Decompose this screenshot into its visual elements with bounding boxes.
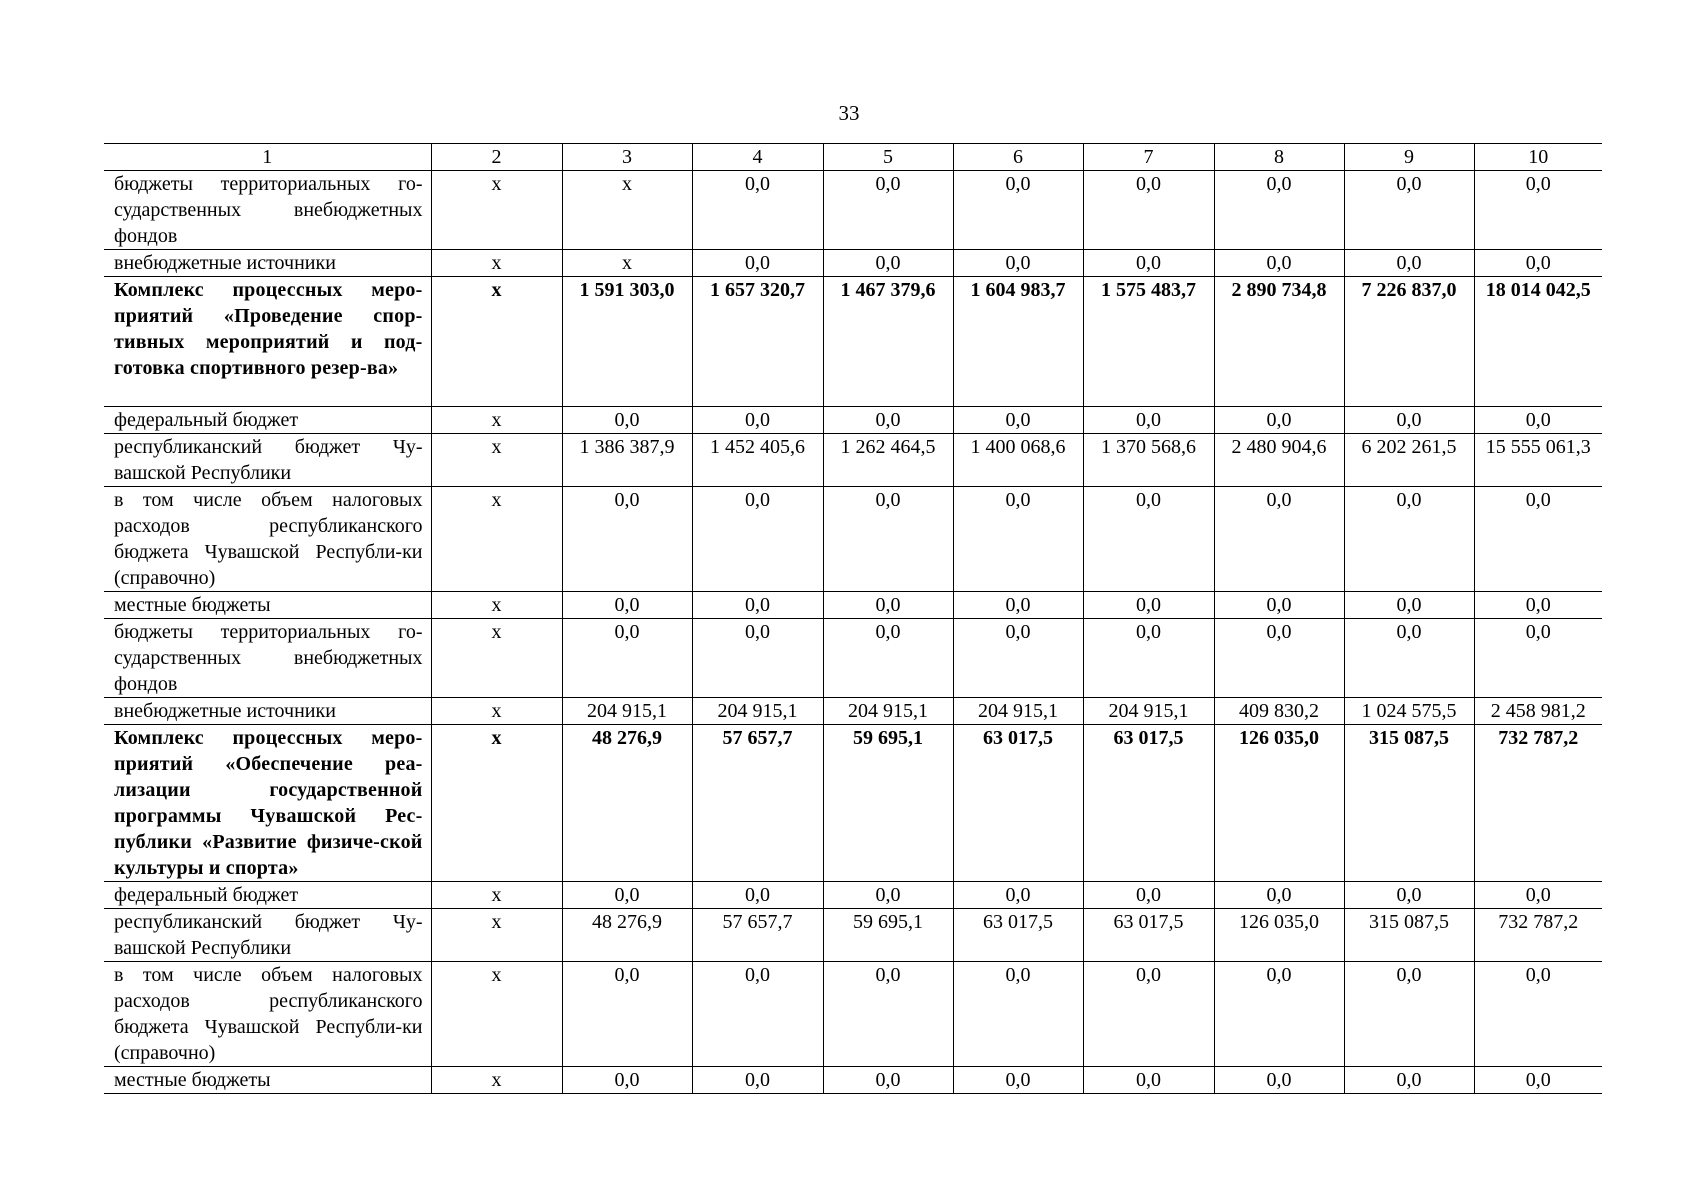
table-cell: х [431,619,562,698]
row-label: федеральный бюджет [104,407,431,434]
table-cell: 204 915,1 [953,698,1083,725]
table-cell: 0,0 [1474,619,1602,698]
table-cell: 0,0 [823,882,953,909]
table-cell: 0,0 [823,1067,953,1094]
column-number: 7 [1083,144,1214,171]
table-cell: х [431,487,562,592]
table-cell: 63 017,5 [953,909,1083,962]
table-cell: 0,0 [1083,882,1214,909]
table-cell: 0,0 [953,592,1083,619]
table-cell: 0,0 [1214,619,1344,698]
program-total-row [104,277,1602,407]
column-number: 8 [1214,144,1344,171]
column-number: 1 [104,144,431,171]
table-cell: 0,0 [1474,592,1602,619]
row-label: Комплекс процессных меро-приятий «Проведение спор-тивных мероприятий и под-готовка спортивного резер-ва» [104,277,431,407]
table-row [104,487,1602,592]
table-cell: 0,0 [1474,407,1602,434]
table-cell: 0,0 [1344,171,1474,250]
table-cell: 59 695,1 [823,725,953,882]
table-cell: 0,0 [953,962,1083,1067]
page-number: 33 [838,101,860,125]
table-cell: 2 480 904,6 [1214,434,1344,487]
table-cell: 0,0 [1344,882,1474,909]
table-cell: 2 458 981,2 [1474,698,1602,725]
table-row [104,962,1602,1067]
table-cell: х [431,1067,562,1094]
table-cell: 1 024 575,5 [1344,698,1474,725]
table-row [104,407,1602,434]
budget-table [104,143,1602,1094]
table-cell: 0,0 [823,407,953,434]
table-cell: 0,0 [953,619,1083,698]
table-cell: 0,0 [1083,250,1214,277]
table-cell: 0,0 [562,487,692,592]
table-cell: 0,0 [953,1067,1083,1094]
row-label: республиканский бюджет Чу-вашской Республики [104,434,431,487]
table-cell: 204 915,1 [823,698,953,725]
column-number: 6 [953,144,1083,171]
table-cell: х [431,882,562,909]
table-cell: х [431,250,562,277]
table-row [104,909,1602,962]
table-cell: 126 035,0 [1214,725,1344,882]
table-cell: 1 386 387,9 [562,434,692,487]
table-cell: 15 555 061,3 [1474,434,1602,487]
table-cell: 48 276,9 [562,909,692,962]
table-cell: 0,0 [1083,1067,1214,1094]
table-row [104,882,1602,909]
table-cell: х [562,171,692,250]
table-cell: 0,0 [1474,1067,1602,1094]
table-cell: 63 017,5 [1083,725,1214,882]
table-row [104,171,1602,250]
table-cell: 0,0 [562,592,692,619]
column-number: 5 [823,144,953,171]
table-cell: 1 604 983,7 [953,277,1083,407]
table-cell: 0,0 [1083,171,1214,250]
row-label: федеральный бюджет [104,882,431,909]
table-cell: 0,0 [692,487,823,592]
column-number-row [104,144,1602,171]
table-cell: х [431,277,562,407]
table-cell: 0,0 [692,171,823,250]
table-cell: 0,0 [692,250,823,277]
table-cell: 63 017,5 [1083,909,1214,962]
table-cell: 0,0 [823,487,953,592]
table-cell: х [562,250,692,277]
table-cell: 0,0 [692,1067,823,1094]
table-cell: 48 276,9 [562,725,692,882]
table-cell: 0,0 [953,407,1083,434]
table-cell: 0,0 [1214,962,1344,1067]
table-cell: 57 657,7 [692,909,823,962]
table-cell: х [431,434,562,487]
row-label: внебюджетные источники [104,250,431,277]
column-number: 3 [562,144,692,171]
table-cell: х [431,725,562,882]
table-cell: 732 787,2 [1474,909,1602,962]
table-cell: 409 830,2 [1214,698,1344,725]
table-cell: 1 262 464,5 [823,434,953,487]
table-cell: 7 226 837,0 [1344,277,1474,407]
table-row [104,619,1602,698]
table-cell: 204 915,1 [1083,698,1214,725]
table-cell: 0,0 [1214,1067,1344,1094]
table-cell: 0,0 [1344,250,1474,277]
row-label: Комплекс процессных меро-приятий «Обеспечение реа-лизации государственной программы Чувашской Рес-публики «Развитие физиче-ской культуры и спорта» [104,725,431,882]
table-cell: 0,0 [1214,487,1344,592]
table-cell: 0,0 [1474,882,1602,909]
table-cell: 0,0 [823,171,953,250]
column-number: 2 [431,144,562,171]
table-row [104,1067,1602,1094]
table-cell: 0,0 [953,487,1083,592]
table-cell: 0,0 [1083,487,1214,592]
table-cell: 63 017,5 [953,725,1083,882]
table-cell: 1 467 379,6 [823,277,953,407]
table-cell: 1 591 303,0 [562,277,692,407]
column-number: 10 [1474,144,1602,171]
table-row [104,250,1602,277]
table-row [104,434,1602,487]
table-cell: 0,0 [692,407,823,434]
table-cell: 0,0 [1344,487,1474,592]
table-cell: 0,0 [1344,1067,1474,1094]
table-body [104,171,1602,1094]
table-cell: 0,0 [823,619,953,698]
table-cell: 0,0 [562,1067,692,1094]
row-label: внебюджетные источники [104,698,431,725]
table-cell: 0,0 [562,882,692,909]
table-cell: 0,0 [1214,407,1344,434]
table-cell: х [431,962,562,1067]
table-cell: 0,0 [953,171,1083,250]
table-cell: 1 657 320,7 [692,277,823,407]
row-label: в том числе объем налоговых расходов республиканского бюджета Чувашской Республи-ки (справочно) [104,487,431,592]
table-cell: 0,0 [1214,250,1344,277]
row-label: местные бюджеты [104,1067,431,1094]
table-cell: х [431,592,562,619]
table-cell: 1 452 405,6 [692,434,823,487]
table-cell: 0,0 [562,962,692,1067]
table-cell: х [431,171,562,250]
table-cell: 0,0 [953,250,1083,277]
row-label: в том числе объем налоговых расходов республиканского бюджета Чувашской Республи-ки (справочно) [104,962,431,1067]
table-cell: 0,0 [562,407,692,434]
row-label: бюджеты территориальных го-сударственных внебюджетных фондов [104,171,431,250]
row-label: республиканский бюджет Чу-вашской Республики [104,909,431,962]
table-cell: 0,0 [1344,407,1474,434]
table-cell: 0,0 [1474,487,1602,592]
program-total-row [104,725,1602,882]
table-cell: 0,0 [1083,619,1214,698]
table-cell: 0,0 [692,882,823,909]
table-cell: 0,0 [1344,592,1474,619]
table-cell: 0,0 [1214,882,1344,909]
table-cell: 0,0 [823,250,953,277]
table-cell: 0,0 [1344,619,1474,698]
table-cell: 0,0 [1214,592,1344,619]
table-cell: 0,0 [953,882,1083,909]
table-cell: 6 202 261,5 [1344,434,1474,487]
table-cell: 0,0 [1214,171,1344,250]
table-cell: 0,0 [692,962,823,1067]
table-header [104,144,1602,171]
table-cell: х [431,909,562,962]
column-number: 9 [1344,144,1474,171]
table-cell: 732 787,2 [1474,725,1602,882]
table-cell: 0,0 [1083,407,1214,434]
table-cell: 59 695,1 [823,909,953,962]
table-cell: 204 915,1 [692,698,823,725]
table-cell: 0,0 [692,592,823,619]
table-cell: 1 575 483,7 [1083,277,1214,407]
table-cell: 0,0 [562,619,692,698]
table-cell: х [431,407,562,434]
table-cell: 315 087,5 [1344,909,1474,962]
table-cell: 0,0 [1083,592,1214,619]
table-cell: х [431,698,562,725]
table-cell: 315 087,5 [1344,725,1474,882]
table-cell: 204 915,1 [562,698,692,725]
table-cell: 2 890 734,8 [1214,277,1344,407]
column-number: 4 [692,144,823,171]
row-label: бюджеты территориальных го-сударственных внебюджетных фондов [104,619,431,698]
table-cell: 0,0 [1344,962,1474,1067]
table-cell: 0,0 [692,619,823,698]
table-cell: 0,0 [823,962,953,1067]
table-cell: 0,0 [1474,171,1602,250]
table-cell: 0,0 [1474,962,1602,1067]
table-cell: 126 035,0 [1214,909,1344,962]
table-cell: 1 370 568,6 [1083,434,1214,487]
table-cell: 0,0 [1083,962,1214,1067]
table-row [104,592,1602,619]
table-cell: 18 014 042,5 [1474,277,1602,407]
table-cell: 0,0 [823,592,953,619]
table-cell: 57 657,7 [692,725,823,882]
table-cell: 1 400 068,6 [953,434,1083,487]
table-cell: 0,0 [1474,250,1602,277]
row-label: местные бюджеты [104,592,431,619]
table-row [104,698,1602,725]
